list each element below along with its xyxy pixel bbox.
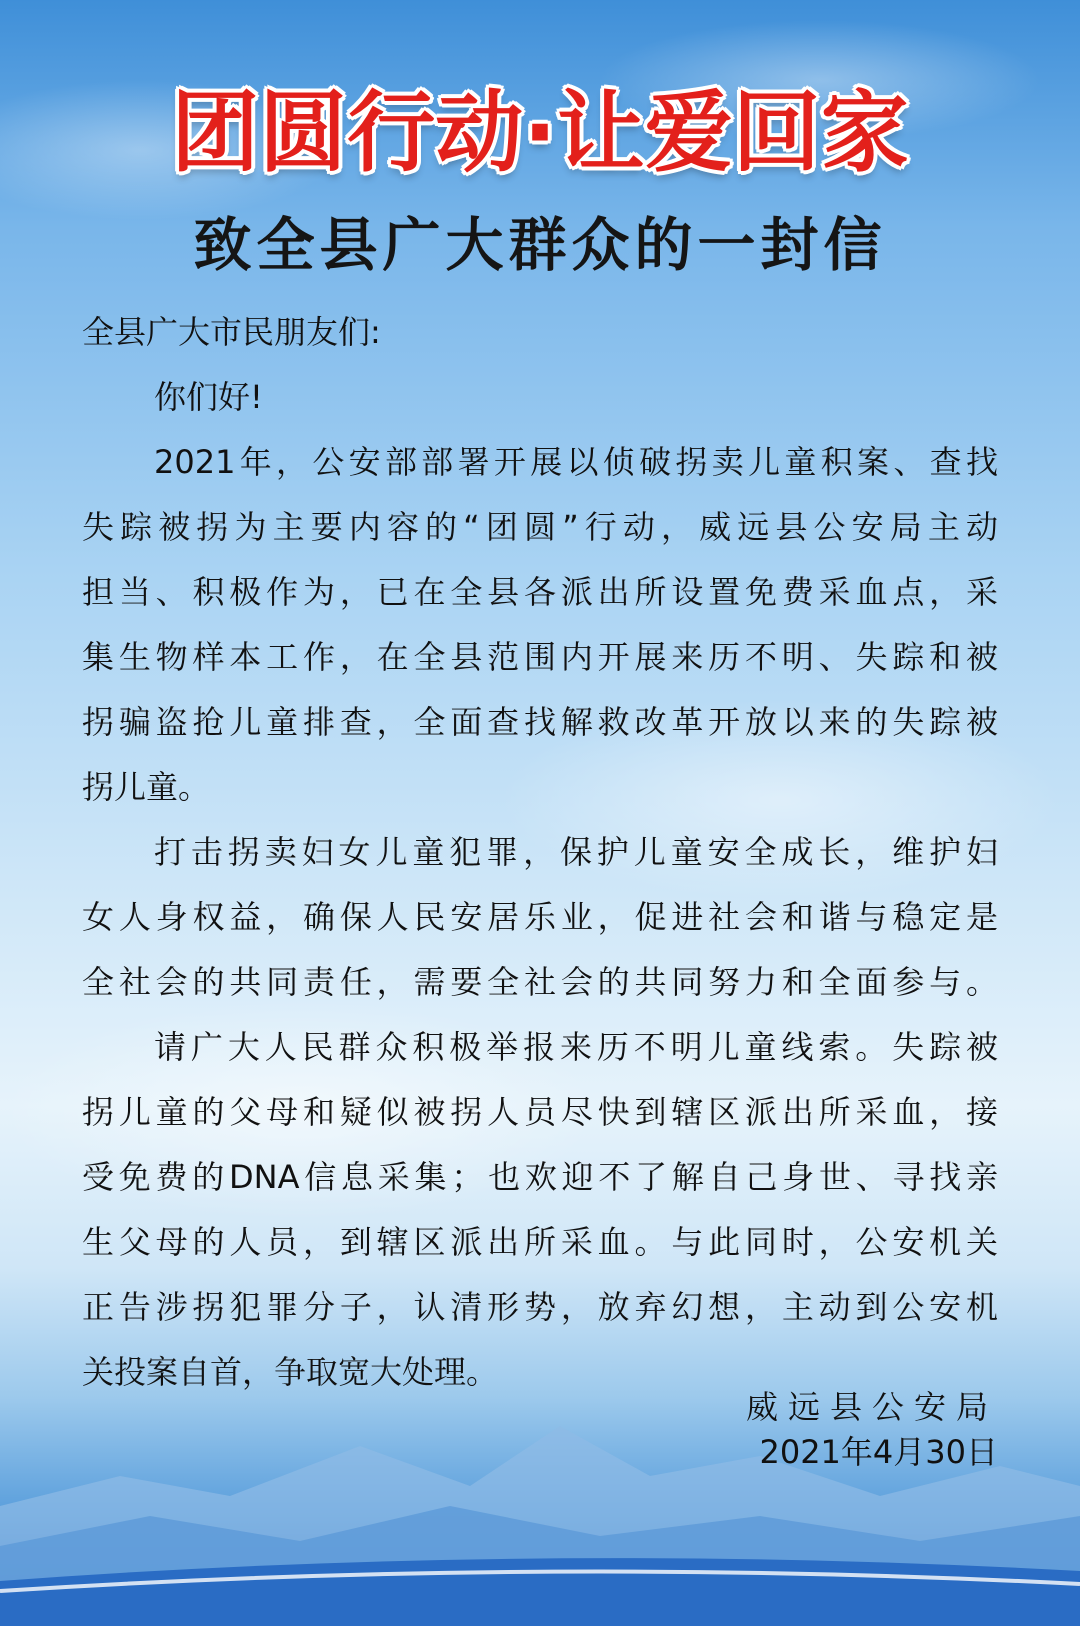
paragraph-line: 女人身权益，确保人民安居乐业，促进社会和谐与稳定是 (82, 898, 998, 936)
paragraph-line: 请广大人民群众积极举报来历不明儿童线索。失踪被 (154, 1028, 998, 1066)
paragraph-line: 拐儿童。 (82, 768, 211, 806)
paragraph-3 (82, 1015, 998, 1405)
paragraph-line: 拐骗盗抢儿童排查，全面查找解救改革开放以来的失踪被 (82, 703, 998, 741)
paragraph-line: 集生物样本工作，在全县范围内开展来历不明、失踪和被 (82, 638, 998, 676)
paragraph-line: 受免费的DNA信息采集；也欢迎不了解自己身世、寻找亲 (82, 1158, 998, 1196)
signature-block (746, 1385, 998, 1475)
greeting: 你们好! (154, 378, 263, 416)
poster-title: 团圆行动·让爱回家 (171, 81, 909, 184)
paragraph-line: 生父母的人员，到辖区派出所采血。与此同时，公安机关 (82, 1223, 998, 1261)
paragraph-line: 失踪被拐为主要内容的“团圆”行动，威远县公安局主动 (82, 508, 998, 546)
paragraph-line: 担当、积极作为，已在全县各派出所设置免费采血点，采 (82, 573, 998, 611)
signature-date: 2021年4月30日 (759, 1433, 998, 1471)
paragraph-line: 2021年，公安部部署开展以侦破拐卖儿童积案、查找 (154, 443, 998, 481)
salutation: 全县广大市民朋友们: (82, 313, 381, 351)
paragraph-line: 打击拐卖妇女儿童犯罪，保护儿童安全成长，维护妇 (154, 833, 998, 871)
paragraph-1 (82, 430, 998, 820)
letter-subtitle: 致全县广大群众的一封信 (193, 211, 887, 279)
paragraph-line: 拐儿童的父母和疑似被拐人员尽快到辖区派出所采血，接 (82, 1093, 998, 1131)
paragraph-line: 关投案自首，争取宽大处理。 (82, 1353, 499, 1391)
signature-org: 威远县公安局 (745, 1388, 998, 1426)
paragraph-line: 正告涉拐犯罪分子，认清形势，放弃幻想，主动到公安机 (82, 1288, 998, 1326)
paragraph-line: 全社会的共同责任，需要全社会的共同努力和全面参与。 (82, 963, 998, 1001)
paragraph-2 (82, 820, 998, 1015)
letter-body (82, 300, 998, 1405)
